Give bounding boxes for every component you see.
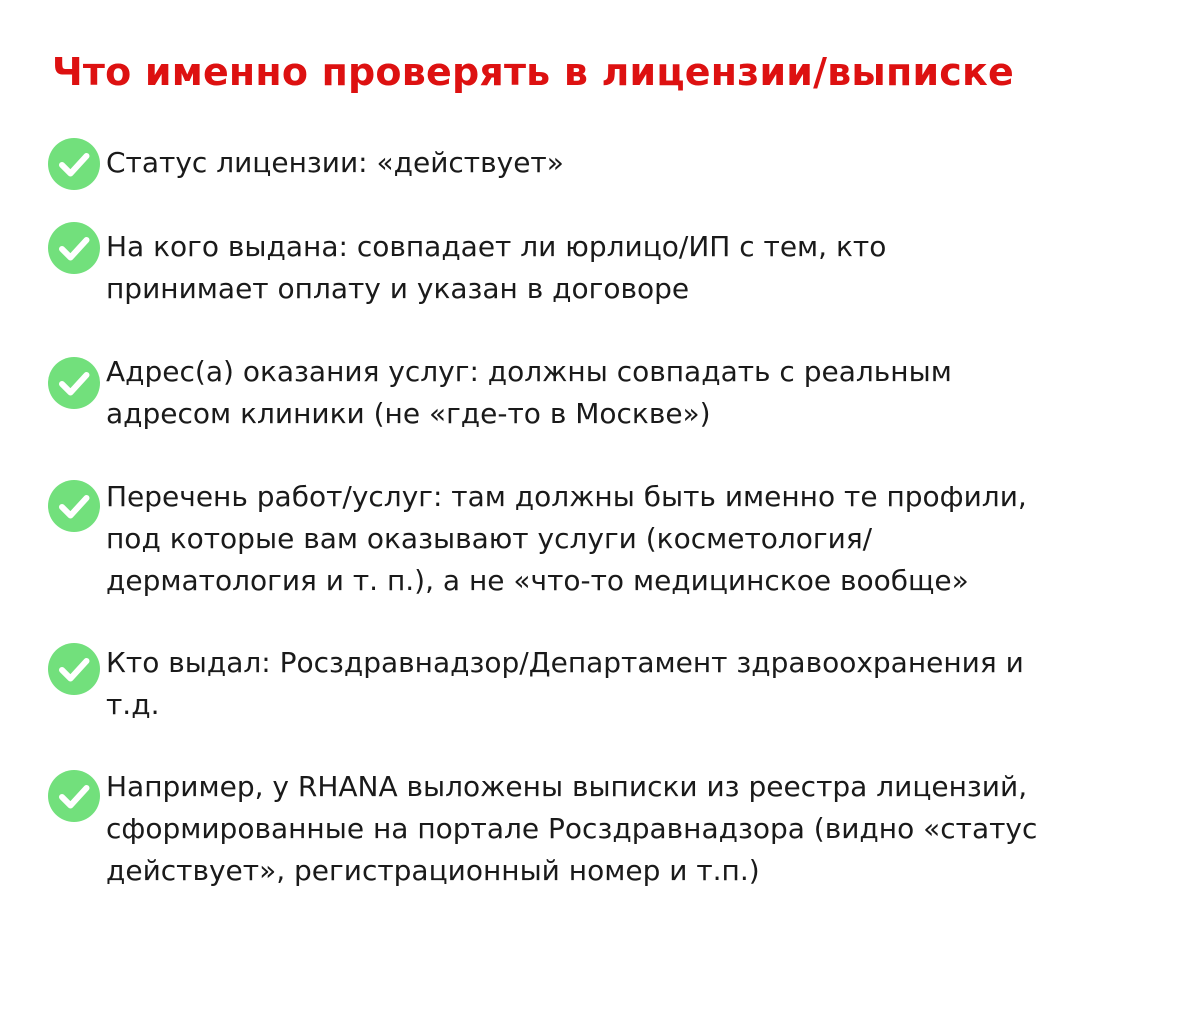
- checklist-item-text: [106, 766, 1176, 892]
- text-line: На кого выдана: совпадает ли юрлицо/ИП с тем, кто: [106, 230, 887, 263]
- checklist-item-text: [106, 642, 1176, 726]
- text-line: принимает оплату и указан в договоре: [106, 272, 690, 305]
- check-circle-icon: [48, 770, 100, 822]
- checklist-item-text: [106, 476, 1176, 602]
- check-circle-icon: [48, 643, 100, 695]
- text-line: Статус лицензии: «действует»: [106, 146, 564, 179]
- text-line: под которые вам оказывают услуги (косметология/: [106, 522, 873, 555]
- check-circle-icon: [48, 357, 100, 409]
- text-line: дерматология и т. п.), а не «что-то медицинское вообще»: [106, 564, 969, 597]
- text-line: сформированные на портале Росздравнадзора (видно «статус: [106, 812, 1038, 845]
- checklist-item-text: [106, 351, 1176, 435]
- checklist-item-text: [106, 142, 1176, 184]
- check-circle-icon: [48, 222, 100, 274]
- text-line: Перечень работ/услуг: там должны быть именно те профили,: [106, 480, 1027, 513]
- text-line: действует», регистрационный номер и т.п.): [106, 854, 760, 887]
- check-circle-icon: [48, 480, 100, 532]
- text-line: Адрес(а) оказания услуг: должны совпадать с реальным: [106, 355, 952, 388]
- text-line: адресом клиники (не «где-то в Москве»): [106, 397, 711, 430]
- text-line: Например, у RHANA выложены выписки из реестра лицензий,: [106, 770, 1028, 803]
- page-title: Что именно проверять в лицензии/выписке: [52, 50, 1014, 94]
- checklist-item-text: [106, 226, 1176, 310]
- text-line: Кто выдал: Росздравнадзор/Департамент здравоохранения и: [106, 646, 1024, 679]
- text-line: т.д.: [106, 688, 160, 721]
- check-circle-icon: [48, 138, 100, 190]
